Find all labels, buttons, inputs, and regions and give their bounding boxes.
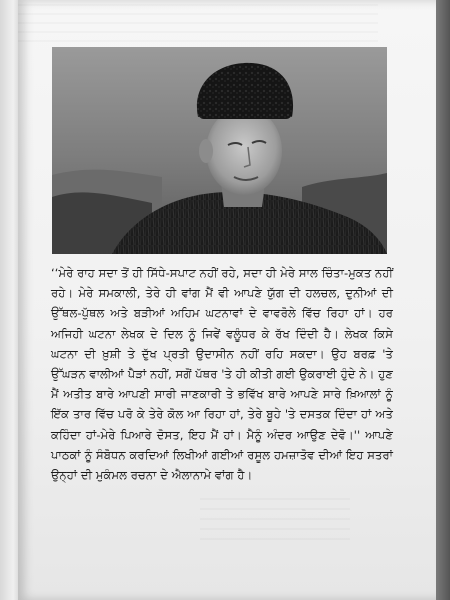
body-paragraph: ‘‘ਮੇਰੇ ਰਾਹ ਸਦਾ ਤੋਂ ਹੀ ਸਿੱਧੇ-ਸਪਾਟ ਨਹੀਂ ਰਹੇ, ਸਦਾ ਹੀ ਮੇਰੇ ਸਾਲ ਚਿੰਤਾ-ਮੁਕਤ ਨਹੀਂ ਰਹੇ। ਮੇਰੇ ਸਮਕਾਲੀ, ਤੇਰੇ ਹੀ ਵਾਂਗ ਮੈਂ ਵੀ ਆਪਣੇ ਯੁੱਗ ਦੀ ਹਲਚਲ, ਦੁਨੀਆਂ ਦੀ ਉੱਥਲ-ਪੁੱਥਲ ਅਤੇ ਬੜੀਆਂ ਅਹਿਮ ਘਟਨਾਵਾਂ ਦੇ ਵਾਵਰੋਲੇ ਵਿੱਚ ਰਿਹਾ ਹਾਂ। ਹਰ ਅਜਿਹੀ ਘਟਨਾ ਲੇਖਕ ਦੇ ਦਿਲ ਨੂੰ ਜਿਵੇਂ ਵਲੂੰਧਰ ਕੇ ਰੱਖ ਦਿੰਦੀ ਹੈ। ਲੇਖਕ ਕਿਸੇ ਘਟਨਾ ਦੀ ਖ਼ੁਸ਼ੀ ਤੇ ਦੁੱਖ ਪ੍ਰਤੀ ਉਦਾਸੀਨ ਨਹੀਂ ਰਹਿ ਸਕਦਾ। ਉਹ ਬਰਫ਼ 'ਤੇ ਉੱਘੜਨ ਵਾਲੀਆਂ ਪੈੜਾਂ ਨਹੀਂ, ਸਗੋਂ ਪੱਥਰ 'ਤੇ ਹੀ ਕੀਤੀ ਗਈ ਉਕਰਾਈ ਹੁੰਦੇ ਨੇ। ਹੁਣ ਮੈਂ ਅਤੀਤ ਬਾਰੇ ਆਪਣੀ ਸਾਰੀ ਜਾਣਕਾਰੀ ਤੇ ਭਵਿੱਖ ਬਾਰੇ ਆਪਣੇ ਸਾਰੇ ਖ਼ਿਆਲਾਂ ਨੂੰ ਇੱਕ ਤਾਰ ਵਿੱਚ ਪਰੋ ਕੇ ਤੇਰੇ ਕੋਲ ਆ ਰਿਹਾ ਹਾਂ, ਤੇਰੇ ਬੂਹੇ 'ਤੇ ਦਸਤਕ ਦਿੰਦਾ ਹਾਂ ਅਤੇ ਕਹਿੰਦਾ ਹਾਂ-ਮੇਰੇ ਪਿਆਰੇ ਦੋਸਤ, ਇਹ ਮੈਂ ਹਾਂ। ਮੈਨੂੰ ਅੰਦਰ ਆਉਣ ਦੇਵੋ।'' ਆਪਣੇ ਪਾਠਕਾਂ ਨੂੰ ਸੰਬੋਧਨ ਕਰਦਿਆਂ ਲਿਖੀਆਂ ਗਈਆਂ ਰਸੂਲ ਹਮਜ਼ਾਤੋਵ ਦੀਆਂ ਇਹ ਸਤਰਾਂ ਉਨ੍ਹਾਂ ਦੀ ਮੁਕੰਮਲ ਰਚਨਾ ਦੇ ਐਲਾਨਾਮੇ ਵਾਂਗ ਹੈ। [51, 266, 393, 483]
right-background [436, 0, 450, 600]
portrait-photo [52, 47, 387, 254]
portrait-photo-graphic [52, 47, 387, 254]
bleed-through-top [18, 4, 378, 44]
bleed-through-bottom [200, 498, 350, 546]
